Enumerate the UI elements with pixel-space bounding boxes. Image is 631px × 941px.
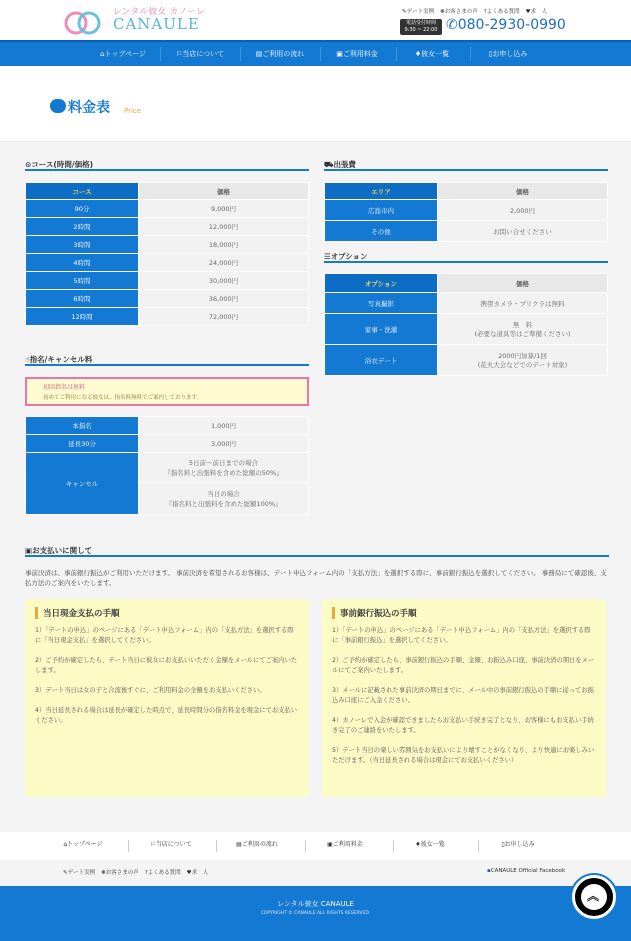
footer-link-customer-voice[interactable]: ❋お客さまの声 bbox=[101, 870, 139, 876]
step-text: 1）「デートの申込」のページにある「デート申込フォーム」内の「支払方法」を選択する際に「事前銀行振込」を選択してください。 bbox=[332, 627, 591, 644]
cell-line: (花火大会などでのデート対象) bbox=[477, 361, 568, 369]
table-header: 価格 bbox=[438, 274, 608, 293]
step-text: 2）ご予約が確定したら、デート当日に彼女にお支払いいただく金額をメールにてご案内いたします。 bbox=[35, 657, 298, 674]
clock-icon: ⊙ bbox=[25, 160, 32, 169]
table-header: 価格 bbox=[139, 183, 309, 200]
footer-nav-about[interactable]: ⚐当店について bbox=[150, 841, 192, 848]
nav-about[interactable]: ⚐当店について bbox=[175, 50, 225, 58]
cell-line: (必要な道具等はご準備ください) bbox=[474, 330, 571, 338]
cell-line: 2000円加算/1回 bbox=[498, 352, 547, 360]
step-text: 2）ご予約が確定したら、事前銀行振込の手順、金額、お振込み口座、事前決済の期日をメールにてご案内いたします。 bbox=[332, 657, 595, 674]
table-cell: 広島市内 bbox=[325, 200, 438, 221]
table-row bbox=[26, 218, 309, 236]
table-cell: 3時間 bbox=[26, 236, 139, 254]
option-heading: ☰オプション bbox=[324, 251, 608, 263]
table-header: コース bbox=[26, 183, 139, 200]
person-icon: ♦ bbox=[415, 841, 421, 848]
home-icon: ⌂ bbox=[63, 841, 68, 848]
nav-divider bbox=[305, 840, 306, 852]
table-row bbox=[26, 435, 309, 453]
facebook-icon: ▪ bbox=[487, 868, 491, 874]
document-icon: ▤ bbox=[255, 50, 263, 58]
footer-nav-top[interactable]: ⌂トップページ bbox=[63, 841, 103, 848]
table-row bbox=[325, 200, 608, 221]
table-row bbox=[325, 293, 608, 314]
table-cell: 30,000円 bbox=[139, 272, 309, 290]
step-text: 3）メールに記載された事前決済の期日までに、メール中の事前銀行振込の手順に従ってお振込み口座にご入金ください。 bbox=[332, 687, 594, 704]
table-cell: 24,000円 bbox=[139, 254, 309, 272]
page-subtitle: Price bbox=[124, 107, 142, 115]
footer-nav-flow[interactable]: ▤ご利用の流れ bbox=[236, 841, 278, 848]
table-cell: 1,000円 bbox=[139, 417, 309, 435]
trip-table bbox=[324, 182, 608, 242]
nav-apply[interactable]: ▯お申し込み bbox=[488, 50, 528, 58]
table-cell: お問い合せください bbox=[438, 221, 608, 242]
option-table bbox=[324, 273, 608, 376]
hours-time: 9:30 ~ 22:00 bbox=[404, 27, 438, 33]
nav-divider bbox=[216, 840, 217, 852]
car-icon: ⛟ bbox=[324, 160, 334, 169]
phone-small-icon: ▯ bbox=[488, 50, 493, 58]
page-title: 料金表 bbox=[68, 100, 110, 116]
chevron-up-icon: ︽ bbox=[581, 884, 607, 910]
table-cell: 延長30分 bbox=[26, 435, 139, 453]
table-cell: 携帯カメラ・プリクラは無料 bbox=[438, 293, 608, 314]
nav-divider bbox=[393, 840, 394, 852]
table-cell: 2時間 bbox=[26, 218, 139, 236]
nomination-table bbox=[25, 416, 309, 515]
hours-label: 電話受付時間 bbox=[405, 20, 436, 26]
first-nomination-body: 初めてご利用になる彼女は、指名料無料でご案内しております。 bbox=[43, 395, 203, 401]
footer-nav bbox=[0, 832, 631, 860]
list-icon: ☰ bbox=[324, 252, 331, 261]
person-icon: ♦ bbox=[414, 50, 422, 58]
cell-line: 『指名料と出張料を含めた総額100%』 bbox=[165, 499, 282, 508]
table-cell bbox=[139, 453, 309, 483]
course-table bbox=[25, 182, 309, 326]
step-text: 3）デート当日は女の子と合流後すぐに、ご利用料金の全額をお支払いください。 bbox=[35, 687, 266, 694]
site-header bbox=[0, 0, 631, 40]
table-row bbox=[325, 221, 608, 242]
cell-line: 5日前～前日までの場合 bbox=[188, 458, 259, 467]
table-header: エリア bbox=[325, 183, 438, 200]
toplink-faq[interactable]: ?よくある質問 bbox=[483, 9, 520, 15]
header-top-links bbox=[402, 7, 547, 15]
table-row bbox=[26, 272, 309, 290]
nav-girls[interactable]: ♦彼女一覧 bbox=[414, 50, 450, 58]
cell-line: 無 料 bbox=[512, 321, 533, 329]
home-icon: ⌂ bbox=[100, 50, 105, 58]
table-row bbox=[325, 314, 608, 345]
toplink-date-examples[interactable]: ✎デート実例 bbox=[402, 9, 435, 15]
table-cell: 9,000円 bbox=[139, 200, 309, 218]
footer-copyright: COPYRIGHT © CANAULE ALL RIGHTS RESERVED. bbox=[260, 911, 371, 916]
bank-payment-box bbox=[322, 599, 606, 797]
step-text: 5）デート当日の楽しい雰囲気をお支払いにより壊すことがなくなり、より快適にお楽しみいただけます。（当日延長される場合は現金にてお支払いください） bbox=[332, 747, 595, 764]
nav-divider bbox=[128, 840, 129, 852]
payment-heading: ▣お支払いに関して bbox=[25, 545, 609, 557]
table-cell: 12時間 bbox=[26, 308, 139, 326]
cell-line: 『指名料と出張料を含めた総額の50%』 bbox=[164, 468, 283, 477]
table-header: 価格 bbox=[438, 183, 608, 200]
toplink-customer-voice[interactable]: ❋お客さまの声 bbox=[440, 9, 478, 15]
table-cell: 2,000円 bbox=[438, 200, 608, 221]
table-cell: 3,000円 bbox=[139, 435, 309, 453]
table-cell: 写真撮影 bbox=[325, 293, 438, 314]
table-cell: 72,000円 bbox=[139, 308, 309, 326]
nav-divider bbox=[240, 47, 241, 61]
brand-tagline[interactable]: レンタル彼女 カノーレ bbox=[113, 7, 206, 17]
table-row bbox=[325, 345, 608, 376]
phone-small-icon: ▯ bbox=[501, 841, 505, 848]
table-cell bbox=[438, 314, 608, 345]
cash-payment-title: 当日現金支払の手順 bbox=[35, 607, 299, 619]
nav-divider bbox=[160, 47, 161, 61]
table-cell: 36,000円 bbox=[139, 290, 309, 308]
cell-line: 当日の場合 bbox=[207, 489, 240, 498]
money-icon bbox=[50, 99, 66, 113]
money-icon: ▣ bbox=[327, 841, 333, 848]
nav-divider bbox=[320, 47, 321, 61]
table-cell: その他 bbox=[325, 221, 438, 242]
bank-payment-title: 事前銀行振込の手順 bbox=[332, 607, 596, 619]
nomination-heading: ☝指名/キャンセル料 bbox=[25, 354, 309, 366]
first-nomination-title: 初回指名は無料 bbox=[43, 384, 86, 391]
trip-heading: ⛟出張費 bbox=[324, 159, 608, 171]
main-nav bbox=[0, 40, 631, 66]
footer-link-date-examples[interactable]: ✎デート実例 bbox=[63, 870, 96, 876]
step-text: 1）「デートの申込」のページにある「デート申込フォーム」内の「支払方法」を選択する際に「当日現金支払」を選択してください。 bbox=[35, 627, 294, 644]
table-row bbox=[26, 254, 309, 272]
table-row bbox=[26, 453, 309, 483]
table-header: オプション bbox=[325, 274, 438, 293]
table-cell: 本指名 bbox=[26, 417, 139, 435]
table-header-row bbox=[26, 183, 309, 200]
step-text: 4）カノーレで入金が確認できましたらお支払い手続き完了となり、お客様にもお支払い手続き完了のご連絡をいたします。 bbox=[332, 717, 594, 734]
flag-icon: ⚐ bbox=[175, 50, 183, 58]
toplink-recruit[interactable]: ♥求 人 bbox=[525, 9, 548, 15]
footer-subnav bbox=[0, 860, 631, 886]
footer-nav-apply[interactable]: ▯お申し込み bbox=[501, 841, 535, 848]
first-nomination-note bbox=[25, 377, 309, 406]
table-row bbox=[26, 417, 309, 435]
payment-intro: 事前決済は、事前銀行振込がご利用いただけます。 事前決済を希望されるお客様は、デート申込フォーム内の「支払方法」を選択する際に、事前銀行振込を選択してください。 事務局にて確認後、支払方法のご案内をいたします。 bbox=[25, 569, 607, 587]
table-cell: 4時間 bbox=[26, 254, 139, 272]
footer-nav-girls[interactable]: ♦彼女一覧 bbox=[415, 841, 445, 848]
nav-divider bbox=[478, 840, 479, 852]
footer-nav-price[interactable]: ▣ご利用料金 bbox=[327, 841, 363, 848]
facebook-link[interactable]: ▪CANAULE Official Facebook bbox=[487, 868, 566, 874]
footer-link-recruit[interactable]: ♥求 人 bbox=[186, 870, 209, 876]
table-row bbox=[26, 200, 309, 218]
logo-rings-icon[interactable] bbox=[63, 10, 109, 36]
table-cell: 90分 bbox=[26, 200, 139, 218]
money-icon: ▣ bbox=[336, 50, 343, 58]
nav-price[interactable]: ▣ご利用料金 bbox=[336, 50, 378, 58]
flag-icon: ⚐ bbox=[150, 841, 156, 848]
cash-payment-box bbox=[25, 599, 309, 797]
table-cell: 6時間 bbox=[26, 290, 139, 308]
step-text: 4）当日延長される場合は延長が確定した時点で、延長時間分の指名料金を現金にてお支払いください。 bbox=[35, 707, 298, 724]
table-cell bbox=[139, 483, 309, 515]
phone-hours-badge bbox=[400, 19, 442, 35]
footer-link-faq[interactable]: ?よくある質問 bbox=[144, 870, 181, 876]
document-icon: ▤ bbox=[236, 841, 242, 848]
footer-sublinks bbox=[63, 868, 208, 876]
thumb-icon: ☝ bbox=[25, 355, 30, 364]
brand-name[interactable]: CANAULE bbox=[113, 15, 200, 33]
footer-brand: レンタル彼女 CANAULE bbox=[277, 900, 354, 908]
table-cell: 家事・洗濯 bbox=[325, 314, 438, 345]
back-to-top-button[interactable] bbox=[572, 875, 616, 919]
table-row bbox=[26, 290, 309, 308]
nav-divider bbox=[396, 47, 397, 61]
table-cell: キャンセル bbox=[26, 453, 139, 515]
table-cell: 12,000円 bbox=[139, 218, 309, 236]
table-header-row bbox=[325, 274, 608, 293]
money-icon: ▣ bbox=[25, 546, 33, 555]
table-row bbox=[26, 236, 309, 254]
table-cell: 浴衣デート bbox=[325, 345, 438, 376]
table-header-row bbox=[325, 183, 608, 200]
table-cell: 18,000円 bbox=[139, 236, 309, 254]
nav-divider bbox=[470, 47, 471, 61]
nav-flow[interactable]: ▤ご利用の流れ bbox=[255, 50, 305, 58]
table-row bbox=[26, 308, 309, 326]
course-heading: ⊙コース(時間/価格) bbox=[25, 159, 309, 171]
nav-top[interactable]: ⌂トップページ bbox=[100, 50, 146, 58]
phone-icon: ✆ bbox=[446, 17, 458, 33]
table-cell bbox=[438, 345, 608, 376]
table-cell: 5時間 bbox=[26, 272, 139, 290]
phone-number[interactable]: ✆080-2930-0990 bbox=[446, 17, 566, 33]
